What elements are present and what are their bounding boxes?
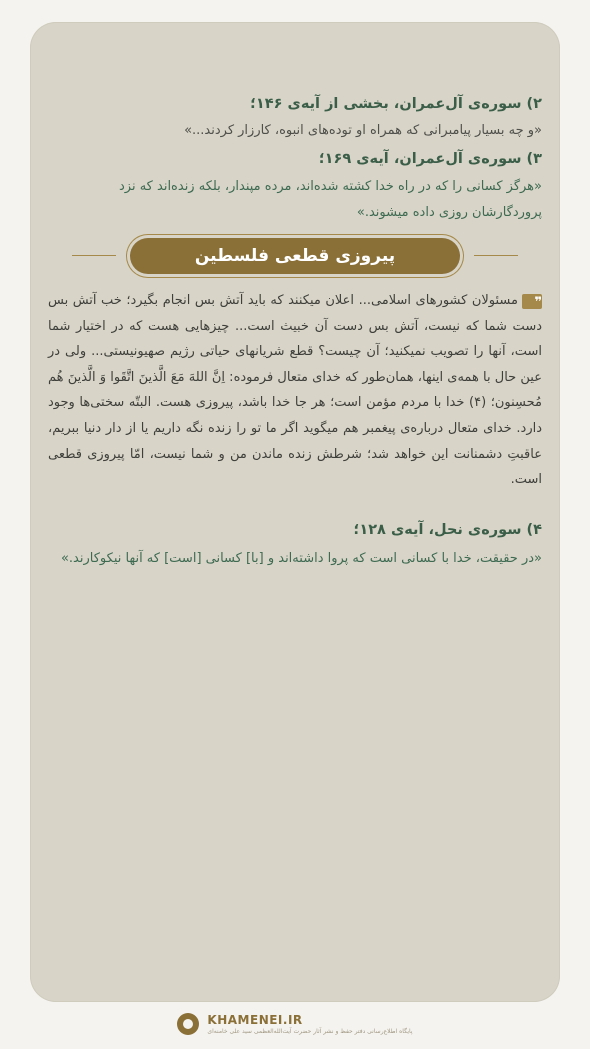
site-name[interactable]: KHAMENEI.IR — [207, 1013, 303, 1027]
verse-3-text: «هرگز کسانی را که در راه خدا کشته شده‌اند، مرده مپندار، بلکه زنده‌اند که نزد پروردگارشان روزی داده میشوند.» — [119, 179, 542, 220]
section-banner — [0, 236, 590, 276]
site-caption: پایگاه اطلاع‌رسانی دفتر حفظ و نشر آثار حضرت آیت‌الله‌العظمی سید علی خامنه‌ای — [207, 1028, 413, 1035]
speech-text: مسئولان کشورهای اسلامی... اعلان میکنند که باید آتش بس انجام بگیرد؛ خب آتش بس دست شما که نیست، آتش بس دست آن خبیث است... چیزهایی هست که در اختیار شما است، آنها را تصویب نمیکنید؛ آن چیست؟ قطع شریانهای حیاتی رژیم صهیونیستی... ولی در عین حال با همه‌ی اینها، همان‌طور که خدای متعال فرموده: اِنَّ اللهَ مَعَ الَّذینَ اتَّقَوا وَ الَّذینَ هُم مُحسِنون؛ (۴) خدا با مردم مؤمن است؛ هر جا خدا باشد، پیروزی هست. البتّه سختی‌ها وجود دارد. خدای متعال درباره‌ی پیغمبر هم میگوید اگر ما تو را زنده نگه داریم یا از دار دنیا ببریم، عاقبتِ دشمنانت این خواهد شد؛ شرطش زنده ماندن من و شما نیست، امّا پیروزی قطعی است. — [48, 293, 542, 488]
verse-4-heading: ۴) سوره‌ی نحل، آیه‌ی ۱۲۸؛ — [353, 522, 542, 538]
banner-title: پیروزی قطعی فلسطین — [194, 246, 396, 266]
banner-divider-left — [72, 255, 116, 256]
verse-2-heading: ۲) سوره‌ی آل‌عمران، بخشی از آیه‌ی ۱۴۶؛ — [250, 96, 542, 112]
verse-2-text: «و چه بسیار پیامبرانی که همراه او توده‌های انبوه، کارزار کردند...» — [184, 123, 542, 138]
footer-brand — [207, 1013, 412, 1035]
content-card — [30, 22, 560, 1002]
banner-divider-right — [474, 255, 518, 256]
verse-3-heading: ۳) سوره‌ی آل‌عمران، آیه‌ی ۱۶۹؛ — [318, 151, 542, 167]
speech-paragraph — [48, 288, 542, 493]
footer — [0, 1004, 590, 1044]
quote-icon: ❞ — [522, 294, 542, 309]
verse-4-text: «در حقیقت، خدا با کسانی است که پروا داشته‌اند و [با] کسانی [است] که آنها نیکوکارند.» — [60, 551, 542, 566]
khamenei-logo-icon — [177, 1013, 199, 1035]
banner-pill — [130, 238, 460, 274]
